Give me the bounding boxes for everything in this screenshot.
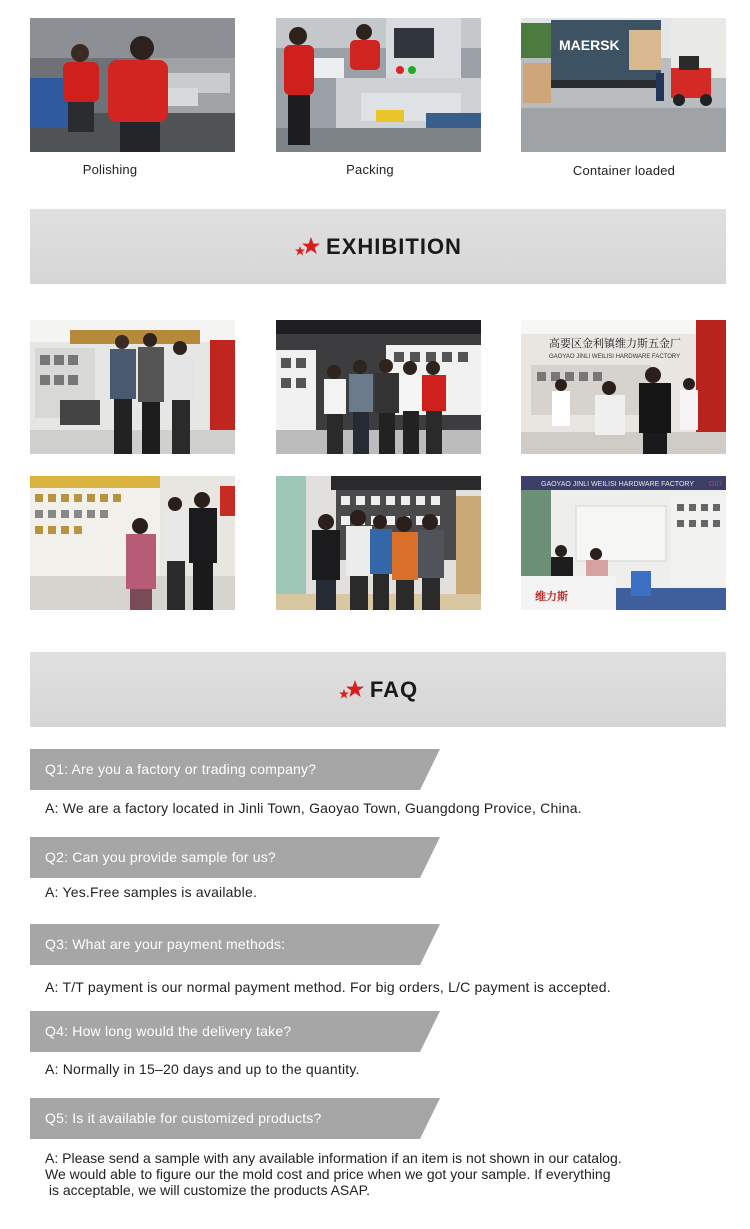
- faq-question-4: [30, 1011, 440, 1052]
- booth-code: G07: [709, 481, 723, 488]
- faq-answer-4: A: Normally in 15–20 days and up to the quantity.: [45, 1061, 360, 1077]
- booth-sign-top: GAOYAO JINLI WEILISI HARDWARE FACTORY: [541, 481, 694, 488]
- faq-answer-5-line-3: is acceptable, we will customize the products ASAP.: [45, 1182, 371, 1198]
- booth-brand: 维力斯: [535, 591, 568, 603]
- faq-answer-3: A: T/T payment is our normal payment method. For big orders, L/C payment is accepted.: [45, 979, 611, 995]
- faq-question-4-text: Q4: How long would the delivery take?: [45, 1023, 292, 1039]
- container-brand-label: MAERSK: [559, 37, 620, 53]
- photo-exhibition-4: [30, 476, 235, 610]
- faq-question-3: [30, 924, 440, 965]
- exhibition-title: EXHIBITION: [326, 233, 462, 259]
- booth-sign-english: GAOYAO JINLI WEILISI HARDWARE FACTORY: [549, 354, 681, 360]
- faq-answer-1: A: We are a factory located in Jinli Town, Gaoyao Town, Guangdong Provice, China.: [45, 800, 582, 816]
- faq-banner: [30, 652, 726, 727]
- red-stars-icon: [338, 679, 364, 701]
- faq-answer-5-line-1: A: Please send a sample with any available information if an item is not shown in our catalog.: [45, 1150, 622, 1166]
- red-stars-icon: [294, 236, 320, 258]
- faq-question-5: [30, 1098, 440, 1139]
- faq-question-2: [30, 837, 440, 878]
- faq-title: FAQ: [369, 676, 419, 702]
- caption-packing: Packing: [346, 162, 394, 177]
- photo-exhibition-1: [30, 320, 235, 454]
- faq-question-5-text: Q5: Is it available for customized products?: [45, 1110, 322, 1126]
- faq-question-1: [30, 749, 440, 790]
- faq-answer-2: A: Yes.Free samples is available.: [45, 884, 258, 900]
- caption-polishing: Polishing: [82, 162, 138, 177]
- photo-exhibition-2: [276, 320, 481, 454]
- photo-exhibition-6: [521, 476, 726, 610]
- photo-packing: [276, 18, 481, 152]
- photo-exhibition-5: [276, 476, 481, 610]
- faq-question-2-text: Q2: Can you provide sample for us?: [45, 849, 276, 865]
- caption-container-loaded: Container loaded: [572, 163, 676, 178]
- faq-answer-5-line-2: We would able to figure our the mold cost and price when we got your sample. If everything: [45, 1166, 611, 1182]
- exhibition-banner: [30, 209, 726, 284]
- faq-answer-5: [45, 1150, 725, 1198]
- booth-sign-chinese: 高要区金利镇维力斯五金厂: [549, 338, 681, 350]
- photo-polishing: [30, 18, 235, 152]
- photo-exhibition-3: [521, 320, 726, 454]
- photo-container-loaded: [521, 18, 726, 152]
- faq-question-3-text: Q3: What are your payment methods:: [45, 936, 286, 952]
- faq-question-1-text: Q1: Are you a factory or trading company?: [45, 761, 317, 777]
